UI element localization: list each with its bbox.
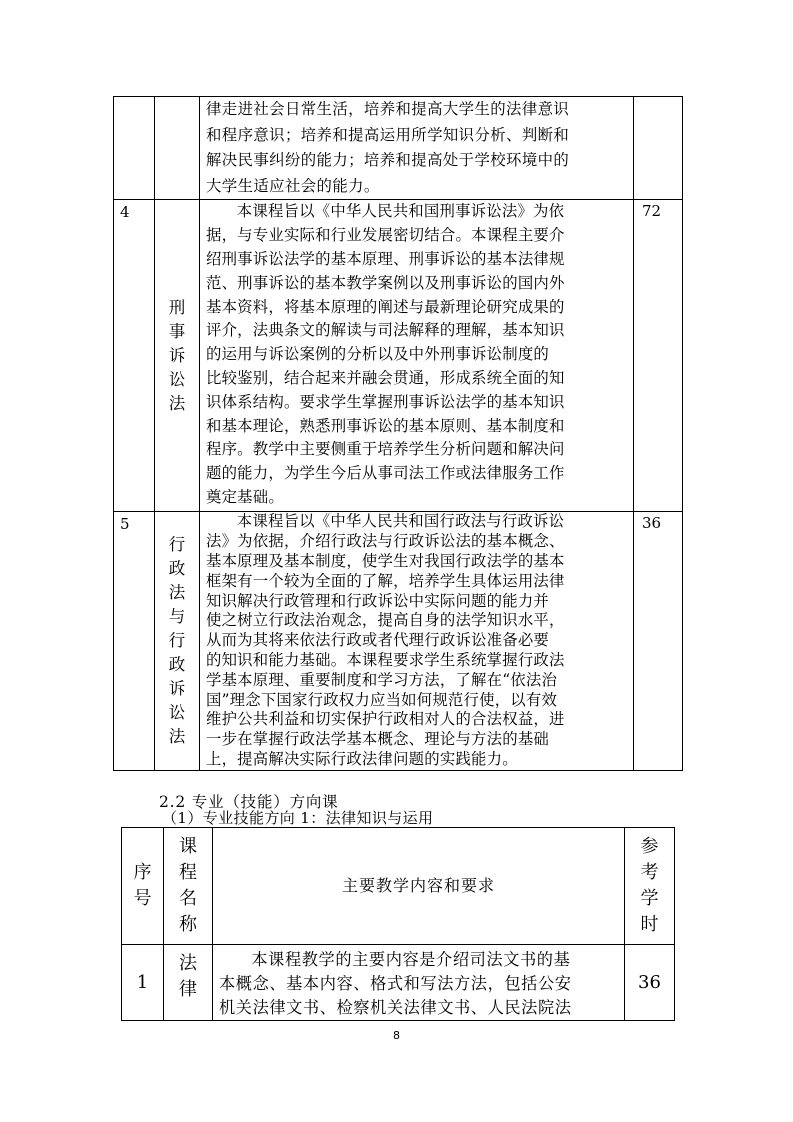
text-line: 基本原理及基本制度，使学生对我国行政法学的基本 [206, 551, 565, 570]
header-char: 序 [133, 862, 152, 883]
course-name-vertical [155, 200, 200, 512]
reference-hours: 72 [634, 200, 683, 512]
header-char: 学 [640, 888, 659, 909]
text-line: 和程序意识；培养和提高运用所学知识分析、判断和 [206, 125, 570, 144]
course-name-char: 与 [168, 607, 186, 627]
text-line: 本课程旨以《中华人民共和国刑事诉讼法》为依 [236, 202, 565, 221]
text-line: 解决民事纠纷的能力；培养和提高处于学校环境中的 [206, 151, 570, 170]
row-number: 1 [122, 945, 164, 1021]
course-name-char: 行 [168, 535, 186, 555]
text-line: 的知识和能力基础。本课程要求学生系统掌握行政法 [206, 650, 565, 669]
course-name-char: 诉 [168, 345, 186, 365]
text-line: 从而为其将来依法行政或者代理行政诉讼准备必要 [206, 631, 549, 650]
row-number: 5 [114, 512, 155, 771]
text-line: 学基本原理、重要制度和学习方法，了解在“依法治 [206, 670, 558, 689]
text-line: 程序。教学中主要侧重于培养学生分析问题和解决问 [206, 440, 565, 459]
course-content-cell [213, 945, 625, 1021]
text-line: 评介，法典条文的解读与司法解释的理解，基本知识 [206, 321, 565, 340]
header-char: 称 [179, 914, 197, 935]
header-content: 主要教学内容和要求 [213, 828, 625, 945]
course-name-char: 法 [168, 393, 186, 413]
table-header-row [122, 828, 675, 945]
course-name-char: 法 [179, 953, 197, 974]
course-name-char: 事 [168, 321, 186, 341]
text-line: 比较鉴别，结合起来并融会贯通，形成系统全面的知 [206, 368, 565, 387]
course-name-char: 行 [168, 631, 186, 651]
course-content-cell [200, 97, 634, 200]
sub-heading: （1）专业技能方向 1：法律知识与运用 [162, 809, 434, 827]
text-line: 范、刑事诉讼的基本教学案例以及刑事诉讼的国内外 [206, 273, 565, 292]
course-name-char: 讼 [168, 369, 186, 389]
course-name-char: 律 [179, 979, 197, 1000]
course-name-cell [155, 97, 200, 200]
table-row [122, 945, 675, 1021]
section-heading: 2.2 专业（技能）方向课 [159, 793, 339, 811]
text-line: 上，提高解决实际行政法律问题的实践能力。 [206, 749, 518, 768]
course-name-char: 法 [168, 727, 186, 747]
course-name-char: 讼 [168, 703, 186, 723]
text-line: 知识解决行政管理和行政诉讼中实际问题的能力并 [206, 591, 549, 610]
course-table [121, 827, 675, 1021]
course-name-vertical [155, 512, 200, 771]
header-char: 考 [640, 862, 659, 883]
text-line: 国”理念下国家行政权力应当如何规范行使，以有效 [206, 690, 558, 709]
text-line: 法》为依据，介绍行政法与行政诉讼法的基本概念、 [206, 532, 565, 551]
course-name-vertical [164, 945, 213, 1021]
reference-hours: 36 [625, 945, 675, 1021]
text-line: 维护公共利益和切实保护行政相对人的合法权益，进 [206, 710, 565, 729]
table-row [114, 512, 683, 771]
header-reference-hours [625, 828, 675, 945]
text-line: 奠定基础。 [206, 487, 284, 506]
header-char: 参 [640, 836, 659, 857]
course-name-char: 政 [168, 559, 186, 579]
text-line: 框架有一个较为全面的了解，培养学生具体运用法律 [206, 571, 565, 590]
text-line: 使之树立行政法治观念，提高自身的法学知识水平， [206, 611, 565, 630]
table-row [114, 97, 683, 200]
header-char: 程 [179, 862, 197, 883]
header-char: 名 [179, 888, 197, 909]
text-line: 基本资料，将基本原理的阐述与最新理论研究成果的 [206, 297, 565, 316]
hours-cell [634, 97, 683, 200]
course-table-continued [113, 96, 683, 771]
text-line: 题的能力，为学生今后从事司法工作或法律服务工作 [206, 464, 565, 483]
header-char: 号 [133, 888, 152, 909]
text-line: 绍刑事诉讼法学的基本原理、刑事诉讼的基本法律规 [206, 249, 565, 268]
text-line: 和基本理论，熟悉刑事诉讼的基本原则、基本制度和 [206, 416, 565, 435]
text-line: 本课程旨以《中华人民共和国行政法与行政诉讼 [236, 512, 565, 531]
course-name-char: 诉 [168, 679, 186, 699]
course-content-cell [200, 512, 634, 771]
course-name-char: 法 [168, 583, 186, 603]
header-seq-no [122, 828, 164, 945]
text-line: 机关法律文书、检察机关法律文书、人民法院法 [219, 998, 572, 1017]
text-line: 律走进社会日常生活，培养和提高大学生的法律意识 [206, 100, 570, 118]
header-char: 课 [179, 836, 197, 857]
text-line: 本课程教学的主要内容是介绍司法文书的基 [251, 950, 571, 969]
text-line: 一步在掌握行政法学基本概念、理论与方法的基础 [206, 730, 549, 749]
text-line: 本概念、基本内容、格式和写法方法，包括公安 [219, 974, 572, 993]
header-course-name [164, 828, 213, 945]
course-content-cell [200, 200, 634, 512]
text-line: 识体系结构。要求学生掌握刑事诉讼法学的基本知识 [206, 392, 565, 411]
text-line: 据，与专业实际和行业发展密切结合。本课程主要介 [206, 226, 565, 245]
course-name-char: 刑 [168, 297, 186, 317]
text-line: 的运用与诉讼案例的分析以及中外刑事诉讼制度的 [206, 345, 549, 364]
table-row [114, 200, 683, 512]
page-number: 8 [393, 1029, 400, 1042]
reference-hours: 36 [634, 512, 683, 771]
header-char: 时 [640, 914, 659, 935]
num-cell [114, 97, 155, 200]
course-name-char: 政 [168, 655, 186, 675]
text-line: 大学生适应社会的能力。 [206, 176, 380, 195]
row-number: 4 [114, 200, 155, 512]
